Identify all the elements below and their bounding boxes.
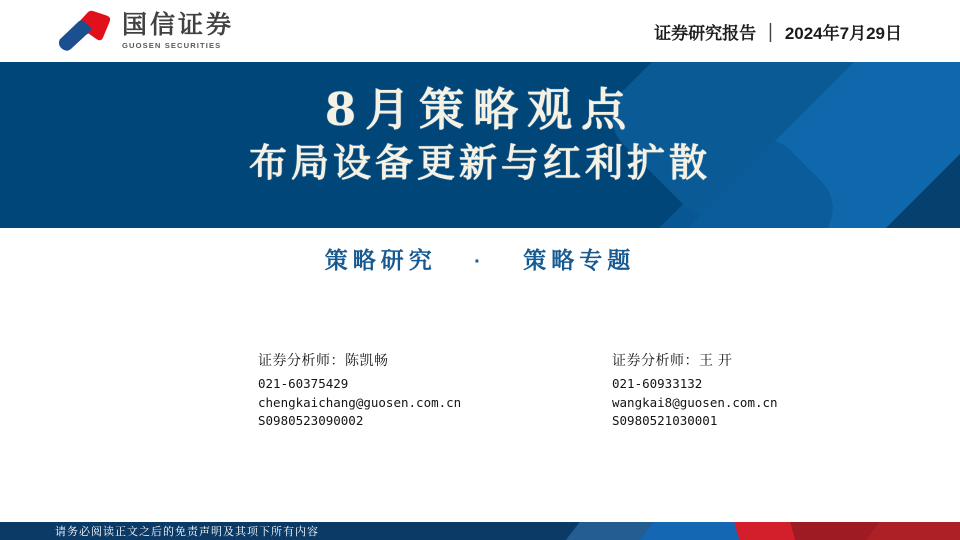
section-category-row xyxy=(0,242,960,275)
analyst-card xyxy=(258,350,520,431)
disclaimer-text: 请务必阅读正文之后的免责声明及其项下所有内容 xyxy=(55,526,319,538)
report-type-label: 证券研究报告 xyxy=(654,23,757,43)
section-dot: · xyxy=(474,251,486,273)
analyst-name-line xyxy=(612,350,874,370)
analyst-phone: 021-60375429 xyxy=(258,376,349,391)
guosen-logo-icon xyxy=(55,10,113,52)
report-date: 2024年7月29日 xyxy=(784,23,902,43)
section-category: 策略研究 xyxy=(324,247,437,273)
report-header xyxy=(0,0,960,62)
report-title: 8月策略观点 xyxy=(324,83,636,136)
analyst-info-block xyxy=(258,350,874,431)
section-topic: 策略专题 xyxy=(523,247,636,273)
title-banner xyxy=(0,62,960,228)
analyst-email: wangkai8@guosen.com.cn xyxy=(612,394,778,410)
analyst-label: 证券分析师： xyxy=(258,352,345,368)
footer-stripe-bright-red xyxy=(733,522,797,540)
disclaimer-bar xyxy=(0,522,960,540)
logo-text xyxy=(122,12,234,49)
analyst-cert-id: S0980521030001 xyxy=(612,413,718,428)
banner-titles xyxy=(0,84,960,184)
header-separator: | xyxy=(768,18,773,42)
analyst-name: 王 开 xyxy=(699,352,733,368)
report-subtitle: 布局设备更新与红利扩散 xyxy=(248,139,711,185)
logo-name-cn: 国信证券 xyxy=(122,11,235,40)
analyst-label: 证券分析师： xyxy=(612,352,699,368)
logo-name-en: GUOSEN SECURITIES xyxy=(122,40,222,50)
analyst-phone: 021-60933132 xyxy=(612,376,703,391)
header-meta xyxy=(654,19,902,44)
analyst-name: 陈凯畅 xyxy=(345,352,389,368)
analyst-cert-id: S0980523090002 xyxy=(258,413,364,428)
analyst-email: chengkaichang@guosen.com.cn xyxy=(258,394,462,410)
guosen-logo xyxy=(55,10,234,52)
analyst-name-line xyxy=(258,350,520,370)
analyst-card xyxy=(612,350,874,431)
